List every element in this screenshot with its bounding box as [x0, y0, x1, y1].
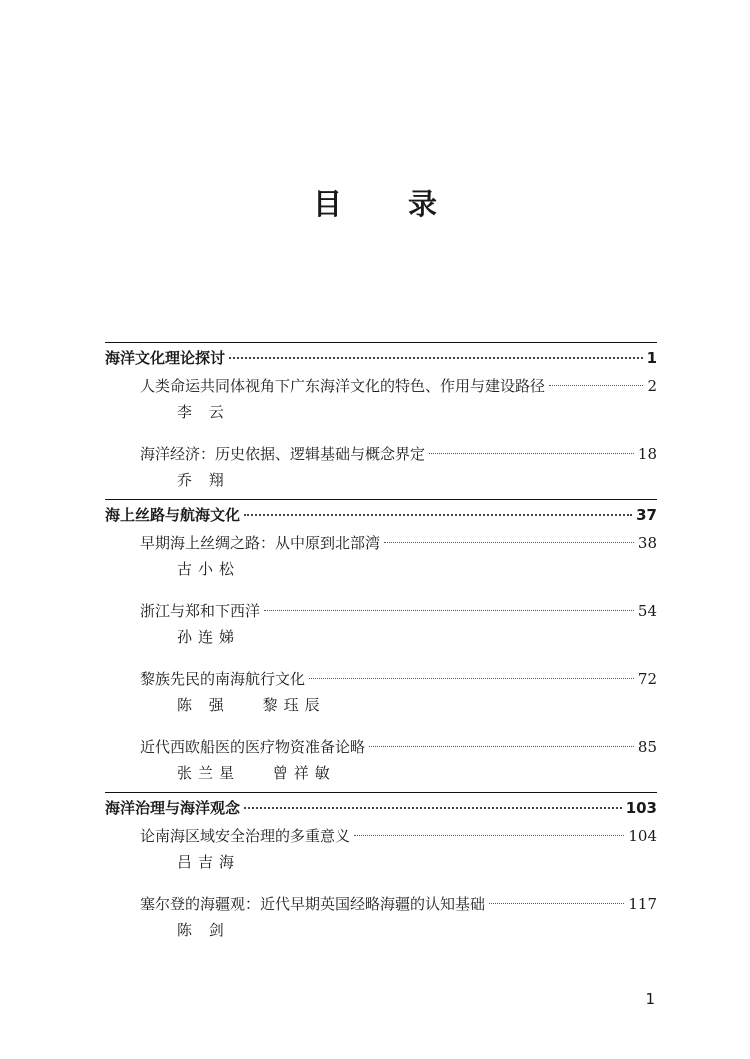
- dot-leader: [244, 514, 632, 516]
- dot-leader: [264, 610, 634, 611]
- entry-title: 近代西欧船医的医疗物资准备论略: [140, 738, 366, 756]
- section-heading[interactable]: [105, 793, 657, 823]
- entry-line: [140, 891, 657, 917]
- toc-entry[interactable]: [105, 823, 657, 875]
- section-heading[interactable]: [105, 500, 657, 530]
- entry-authors: [140, 849, 657, 875]
- entry-authors: [140, 467, 657, 493]
- author-name: 陈 强: [177, 696, 230, 714]
- dot-leader: [549, 385, 643, 386]
- author-name: 张兰星: [177, 764, 241, 782]
- entry-line: [140, 373, 657, 399]
- author-name: 黎珏辰: [262, 696, 326, 714]
- entry-page-number: 2: [647, 377, 657, 395]
- entry-title: 早期海上丝绸之路：从中原到北部湾: [140, 534, 381, 552]
- section-title: 海洋治理与海洋观念: [105, 799, 241, 817]
- dot-leader: [309, 678, 634, 679]
- entry-line: [140, 530, 657, 556]
- toc-section: [105, 342, 657, 499]
- entry-title: 论南海区域安全治理的多重意义: [140, 827, 351, 845]
- entry-page-number: 72: [637, 670, 657, 688]
- entry-line: [140, 598, 657, 624]
- entry-title: 人类命运共同体视角下广东海洋文化的特色、作用与建设路径: [140, 377, 546, 395]
- table-of-contents: [105, 342, 657, 943]
- author-name: 李 云: [177, 403, 230, 421]
- toc-section: [105, 499, 657, 792]
- entry-title: 黎族先民的南海航行文化: [140, 670, 306, 688]
- entry-title: 海洋经济：历史依据、逻辑基础与概念界定: [140, 445, 426, 463]
- entry-title: 浙江与郑和下西洋: [140, 602, 261, 620]
- author-name: 陈 剑: [177, 921, 230, 939]
- entry-authors: [140, 692, 657, 718]
- entry-line: [140, 441, 657, 467]
- dot-leader: [244, 807, 622, 809]
- dot-leader: [489, 903, 624, 904]
- toc-entry[interactable]: [105, 666, 657, 718]
- toc-entry[interactable]: [105, 530, 657, 582]
- entry-authors: [140, 624, 657, 650]
- dot-leader: [384, 542, 634, 543]
- entry-line: [140, 666, 657, 692]
- section-heading[interactable]: [105, 343, 657, 373]
- entry-page-number: 104: [628, 827, 657, 845]
- dot-leader: [229, 357, 643, 359]
- entry-page-number: 85: [637, 738, 657, 756]
- author-name: 曾祥敏: [272, 764, 336, 782]
- toc-section: [105, 792, 657, 943]
- entry-authors: [140, 917, 657, 943]
- dot-leader: [429, 453, 634, 454]
- dot-leader: [369, 746, 634, 747]
- author-name: 孙连娣: [177, 628, 241, 646]
- entry-authors: [140, 399, 657, 425]
- entry-page-number: 38: [637, 534, 657, 552]
- entry-line: [140, 823, 657, 849]
- section-page-number: 37: [636, 506, 657, 524]
- toc-entry[interactable]: [105, 734, 657, 786]
- section-title: 海上丝路与航海文化: [105, 506, 241, 524]
- toc-entry[interactable]: [105, 441, 657, 493]
- entry-page-number: 117: [628, 895, 657, 913]
- page-title: 目 录: [312, 187, 466, 221]
- section-page-number: 1: [646, 349, 657, 367]
- author-name: 乔 翔: [177, 471, 230, 489]
- author-name: 古小松: [177, 560, 241, 578]
- section-page-number: 103: [625, 799, 657, 817]
- author-name: 吕吉海: [177, 853, 241, 871]
- entry-authors: [140, 760, 657, 786]
- folio-page-number: 1: [645, 990, 655, 1008]
- entry-line: [140, 734, 657, 760]
- dot-leader: [354, 835, 624, 836]
- section-title: 海洋文化理论探讨: [105, 349, 226, 367]
- entry-page-number: 18: [637, 445, 657, 463]
- toc-entry[interactable]: [105, 891, 657, 943]
- toc-entry[interactable]: [105, 598, 657, 650]
- entry-page-number: 54: [637, 602, 657, 620]
- entry-authors: [140, 556, 657, 582]
- toc-entry[interactable]: [105, 373, 657, 425]
- entry-title: 塞尔登的海疆观：近代早期英国经略海疆的认知基础: [140, 895, 486, 913]
